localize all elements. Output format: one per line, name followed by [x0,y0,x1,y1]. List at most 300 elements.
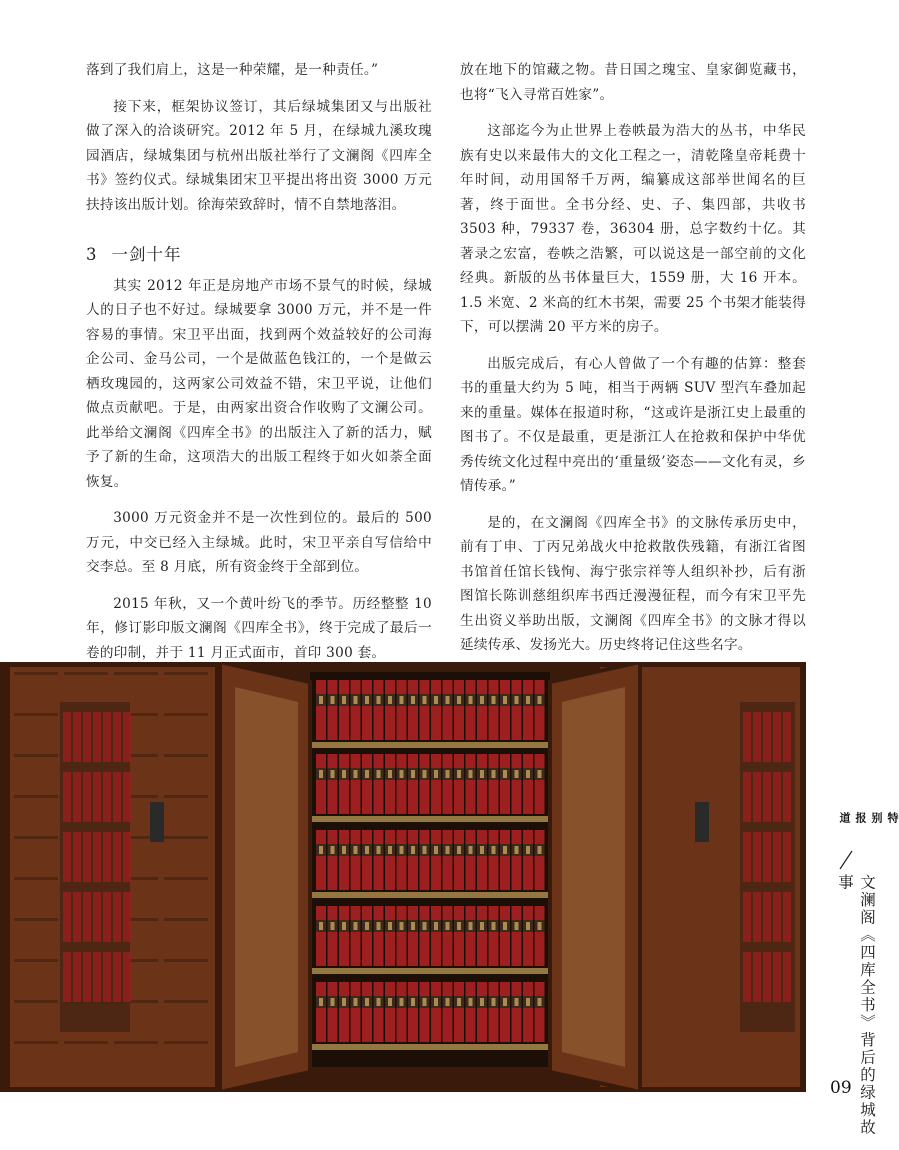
book-spine [489,830,499,890]
book-spine [374,680,384,740]
book-spine [316,830,326,890]
book-title-mark [423,922,427,930]
paragraph: 2015 年秋，又一个黄叶纷飞的季节。历经整整 10 年，修订影印版文澜阁《四库全书》，终于完成了最后一卷的印制，并于 11 月正式面市，首印 300 套。 [86,595,432,661]
book-title-mark [411,998,415,1006]
carving-detail [14,1000,58,1003]
book-spine [408,754,418,814]
book-title-mark [400,770,404,778]
section-title: 一剑十年 [111,245,182,264]
book-spine [783,952,791,1002]
book-spine [374,754,384,814]
book-title-mark [319,696,323,704]
book-spine [339,906,349,966]
book-title-mark [331,696,335,704]
book-title-mark [480,696,484,704]
book-title-mark [457,998,461,1006]
book-title-mark [480,998,484,1006]
book-spine [477,754,487,814]
book-title-mark [515,998,519,1006]
book-spine [743,952,751,1002]
book-title-mark [526,998,530,1006]
book-title-mark [538,696,542,704]
book-spine [512,830,522,890]
book-title-mark [388,922,392,930]
book-spine [443,680,453,740]
carving-detail [114,672,158,675]
book-title-mark [434,998,438,1006]
book-spine [783,712,791,762]
shelf-board [312,816,548,822]
book-spine [523,754,533,814]
book-title-mark [331,846,335,854]
book-spine [753,832,761,882]
book-spine [83,952,91,1002]
book-spine [489,754,499,814]
book-spine [500,680,510,740]
paragraph: 是的，在文澜阁《四库全书》的文脉传承历史中，前有丁申、丁丙兄弟战火中抢救散佚残籍，有浙江省图书馆首任馆长钱恂、海宁张宗祥等人组织补抄，后有浙图馆长陈训慈组织库书西迁漫漫征程，而今有宋卫平先生出资义举助出版，文澜阁《四库全书》的文脉才得以延续传承、发扬光大。历史终将记住这些名字。 [460,514,806,653]
carving-detail [164,713,208,716]
book-title-mark [457,770,461,778]
book-spine [408,830,418,890]
book-title-mark [446,696,450,704]
book-title-mark [446,998,450,1006]
book-spine [443,830,453,890]
book-title-mark [515,696,519,704]
book-spine [123,712,131,762]
book-spine [113,832,121,882]
book-spine [103,832,111,882]
book-title-mark [354,770,358,778]
book-title-mark [538,770,542,778]
book-spine [362,982,372,1042]
book-title-mark [411,696,415,704]
book-spine [93,952,101,1002]
book-title-mark [457,696,461,704]
book-spine [500,906,510,966]
book-title-mark [526,696,530,704]
carving-detail [14,672,58,675]
book-title-mark [365,922,369,930]
paragraph: 放在地下的馆藏之物。昔日国之瑰宝、皇家御览藏书，也将“飞入寻常百姓家”。 [460,62,806,103]
book-title-mark [526,922,530,930]
book-spine [443,982,453,1042]
book-title-mark [400,696,404,704]
book-title-mark [331,770,335,778]
book-title-mark [492,922,496,930]
paragraph: 出版完成后，有心人曾做了一个有趣的估算：整套书的重量大约为 5 吨，相当于两辆 SUV 型汽车叠加起来的重量。媒体在报道时称，“这或许是浙江史上最重的图书了。不仅是最重，更是浙江人在抢救和保护中华优秀传统文化过程中亮出的‘重量级’姿态——文化有灵，乡情传承。” [460,355,806,494]
book-spine [763,712,771,762]
book-spine [512,906,522,966]
book-spine [489,906,499,966]
book-title-mark [526,846,530,854]
door-hinge [695,802,709,842]
book-title-mark [492,770,496,778]
book-title-mark [388,846,392,854]
book-spine [385,982,395,1042]
book-spine [83,892,91,942]
paragraph: 落到了我们肩上，这是一种荣耀，是一种责任。” [86,62,379,78]
book-title-mark [319,998,323,1006]
carving-detail [164,1000,208,1003]
book-spine [420,906,430,966]
book-title-mark [480,770,484,778]
book-title-mark [342,770,346,778]
book-title-mark [388,998,392,1006]
carving-detail [164,959,208,962]
book-title-mark [377,922,381,930]
carving-detail [164,918,208,921]
book-spine [753,952,761,1002]
book-title-mark [342,846,346,854]
book-spine [339,754,349,814]
book-title-mark [377,846,381,854]
book-spine [397,906,407,966]
book-spine [63,832,71,882]
book-spine [443,906,453,966]
book-title-mark [434,922,438,930]
book-spine [362,754,372,814]
book-spine [763,952,771,1002]
book-title-mark [434,770,438,778]
book-title-mark [342,696,346,704]
shelf-board [312,892,548,898]
book-title-mark [457,922,461,930]
book-title-mark [492,998,496,1006]
book-spine [763,832,771,882]
book-spine [103,892,111,942]
carving-detail [164,1041,208,1044]
book-spine [328,906,338,966]
slash-divider-icon [838,850,854,870]
book-spine [103,952,111,1002]
book-spine [773,952,781,1002]
book-spine [123,832,131,882]
book-spine [408,680,418,740]
book-spine [523,982,533,1042]
book-spine [408,906,418,966]
book-spine [420,830,430,890]
book-spine [420,982,430,1042]
book-spine [328,754,338,814]
book-spine [316,680,326,740]
book-spine [103,712,111,762]
book-spine [443,754,453,814]
book-spine [500,830,510,890]
book-spine [316,982,326,1042]
book-spine [454,754,464,814]
book-spine [535,906,545,966]
paragraph: 接下来，框架协议签订，其后绿城集团又与出版社做了深入的洽谈研究。2012 年 5 月，在绿城九溪玫瑰园酒店，绿城集团与杭州出版社举行了文澜阁《四库全书》签约仪式。绿城集团宋卫平提出将出资 3000 万元扶持该出版计划。徐海荣致辞时，情不自禁地落泪。 [86,98,432,213]
book-spine [113,952,121,1002]
book-spine [454,906,464,966]
paragraph: 其实 2012 年正是房地产市场不景气的时候，绿城人的日子也不好过。绿城要拿 3000 万元，并不是一件容易的事情。宋卫平出面，找到两个效益较好的公司海企公司、金马公司，一个是做蓝色钱江的，一个是做云栖玫瑰园的，这两家公司效益不错，宋卫平说，让他们做点贡献吧。于是，由两家出资合作收购了文澜公司。此举给文澜阁《四库全书》的出版注入了新的活力，赋予了新的生命，这项浩大的出版工程终于如火如荼全面恢复。 [86,277,432,490]
book-spine [73,712,81,762]
book-title-mark [515,770,519,778]
book-title-mark [319,922,323,930]
book-spine [73,952,81,1002]
book-spine [420,680,430,740]
shelf-board [312,968,548,974]
book-spine [408,982,418,1042]
carving-detail [14,713,58,716]
book-spine [123,952,131,1002]
carving-detail [64,672,108,675]
book-spine [362,906,372,966]
book-spine [385,830,395,890]
book-spine [500,982,510,1042]
book-spine [339,830,349,890]
book-spine [753,892,761,942]
book-spine [431,830,441,890]
book-spine [783,832,791,882]
right-door-glass [562,687,625,1067]
bookcase-illustration [0,662,806,1092]
book-spine [489,680,499,740]
book-title-mark [423,696,427,704]
right-text-column [460,58,806,755]
book-title-mark [411,770,415,778]
book-spine [93,712,101,762]
book-title-mark [388,770,392,778]
book-spine [500,754,510,814]
book-spine [374,830,384,890]
article-title: 文澜阁《四库全书》背后的绿城故事 [836,874,876,1137]
book-spine [385,754,395,814]
door-hinge [150,802,164,842]
book-title-mark [423,998,427,1006]
book-spine [454,830,464,890]
book-spine [783,772,791,822]
book-spine [397,830,407,890]
book-spine [523,830,533,890]
book-spine [477,830,487,890]
book-spine [123,772,131,822]
book-title-mark [411,846,415,854]
book-spine [454,982,464,1042]
book-spine [743,892,751,942]
book-spine [328,982,338,1042]
book-spine [103,772,111,822]
book-spine [466,982,476,1042]
book-spine [753,772,761,822]
book-spine [431,680,441,740]
section-tag: 特别报道 [838,812,899,824]
book-title-mark [469,770,473,778]
book-spine [773,772,781,822]
book-spine [512,680,522,740]
book-title-mark [480,922,484,930]
book-title-mark [503,922,507,930]
book-title-mark [515,922,519,930]
book-title-mark [411,922,415,930]
book-spine [397,680,407,740]
book-title-mark [354,696,358,704]
book-spine [535,754,545,814]
book-title-mark [400,998,404,1006]
book-title-mark [354,922,358,930]
book-spine [466,906,476,966]
book-title-mark [342,998,346,1006]
book-spine [351,906,361,966]
book-spine [328,830,338,890]
carving-detail [164,754,208,757]
book-spine [63,772,71,822]
carving-detail [164,877,208,880]
book-title-mark [423,846,427,854]
book-spine [385,680,395,740]
book-spine [512,754,522,814]
book-spine [93,892,101,942]
book-spine [535,830,545,890]
book-spine [351,680,361,740]
book-title-mark [331,998,335,1006]
book-title-mark [446,770,450,778]
book-spine [113,892,121,942]
carving-detail [14,836,58,839]
book-title-mark [319,846,323,854]
book-spine [512,982,522,1042]
carving-detail [164,795,208,798]
book-title-mark [365,998,369,1006]
book-spine [763,892,771,942]
book-title-mark [457,846,461,854]
book-spine [773,832,781,882]
book-title-mark [319,770,323,778]
book-spine [362,680,372,740]
book-title-mark [503,770,507,778]
book-title-mark [377,770,381,778]
book-spine [783,892,791,942]
book-title-mark [365,696,369,704]
book-spine [374,906,384,966]
book-spine [773,712,781,762]
book-spine [466,680,476,740]
book-spine [743,832,751,882]
book-spine [328,680,338,740]
book-title-mark [503,846,507,854]
book-spine [523,680,533,740]
book-spine [63,892,71,942]
book-spine [743,712,751,762]
book-spine [83,772,91,822]
book-spine [431,982,441,1042]
book-spine [83,832,91,882]
book-spine [477,982,487,1042]
book-spine [753,712,761,762]
book-spine [316,906,326,966]
book-spine [489,982,499,1042]
book-spine [397,982,407,1042]
book-spine [385,906,395,966]
carving-detail [14,877,58,880]
left-text-column [86,58,432,738]
carving-detail [164,836,208,839]
book-title-mark [538,998,542,1006]
book-title-mark [480,846,484,854]
book-spine [351,754,361,814]
book-title-mark [423,770,427,778]
section-heading [86,243,432,268]
carving-detail [114,1041,158,1044]
book-spine [431,754,441,814]
book-spine [466,754,476,814]
book-spine [73,832,81,882]
carving-detail [14,754,58,757]
book-spine [477,906,487,966]
book-spine [351,982,361,1042]
book-title-mark [492,846,496,854]
bookcase-photo [0,662,806,1092]
carving-detail [14,795,58,798]
book-title-mark [388,696,392,704]
book-spine [535,982,545,1042]
shelf-board [312,742,548,748]
book-title-mark [446,846,450,854]
book-spine [339,680,349,740]
book-spine [743,772,751,822]
book-title-mark [526,770,530,778]
book-title-mark [331,922,335,930]
book-spine [63,712,71,762]
book-spine [316,754,326,814]
carving-detail [14,1041,58,1044]
book-title-mark [515,846,519,854]
carving-detail [164,672,208,675]
book-title-mark [434,696,438,704]
book-title-mark [503,998,507,1006]
paragraph: 这部迄今为止世界上卷帙最为浩大的丛书，中华民族有史以来最伟大的文化工程之一，清乾隆皇帝耗费十年时间，动用国帑千万两，编纂成这部举世闻名的巨著，终于面世。全书分经、史、子、集四部，共收书 3503 种，79337 卷，36304 册，总字数约十亿。其著录之宏富，卷帙之浩繁，可以说这是一部空前的文化经典。新版的丛书体量巨大，1559 册，大 16 开本。1.5 米宽、2 米高的红木书架，需要 25 个书架才能装得下，可以摆满 20 平方米的房子。 [460,123,806,335]
carving-detail [64,1041,108,1044]
book-title-mark [400,846,404,854]
book-spine [93,832,101,882]
carving-detail [14,959,58,962]
book-title-mark [400,922,404,930]
book-spine [535,680,545,740]
book-spine [93,772,101,822]
book-spine [351,830,361,890]
page-number: 09 [830,1078,852,1098]
book-spine [397,754,407,814]
book-spine [362,830,372,890]
left-door-glass [235,687,298,1067]
book-title-mark [492,696,496,704]
book-title-mark [469,696,473,704]
carving-detail [14,918,58,921]
book-spine [763,772,771,822]
paragraph: 3000 万元资金并不是一次性到位的。最后的 500 万元，中交已经入主绿城。此时，宋卫平亲自写信给中交李总。至 8 月底，所有资金终于全部到位。 [86,510,432,575]
book-title-mark [446,922,450,930]
book-spine [83,712,91,762]
book-title-mark [354,998,358,1006]
book-spine [113,712,121,762]
book-spine [113,772,121,822]
book-spine [73,892,81,942]
book-spine [374,982,384,1042]
book-title-mark [365,770,369,778]
book-spine [431,906,441,966]
book-spine [123,892,131,942]
book-title-mark [538,846,542,854]
book-spine [773,892,781,942]
book-spine [339,982,349,1042]
book-title-mark [538,922,542,930]
book-title-mark [377,998,381,1006]
book-title-mark [342,922,346,930]
book-spine [73,772,81,822]
book-spine [454,680,464,740]
book-title-mark [469,846,473,854]
book-title-mark [365,846,369,854]
